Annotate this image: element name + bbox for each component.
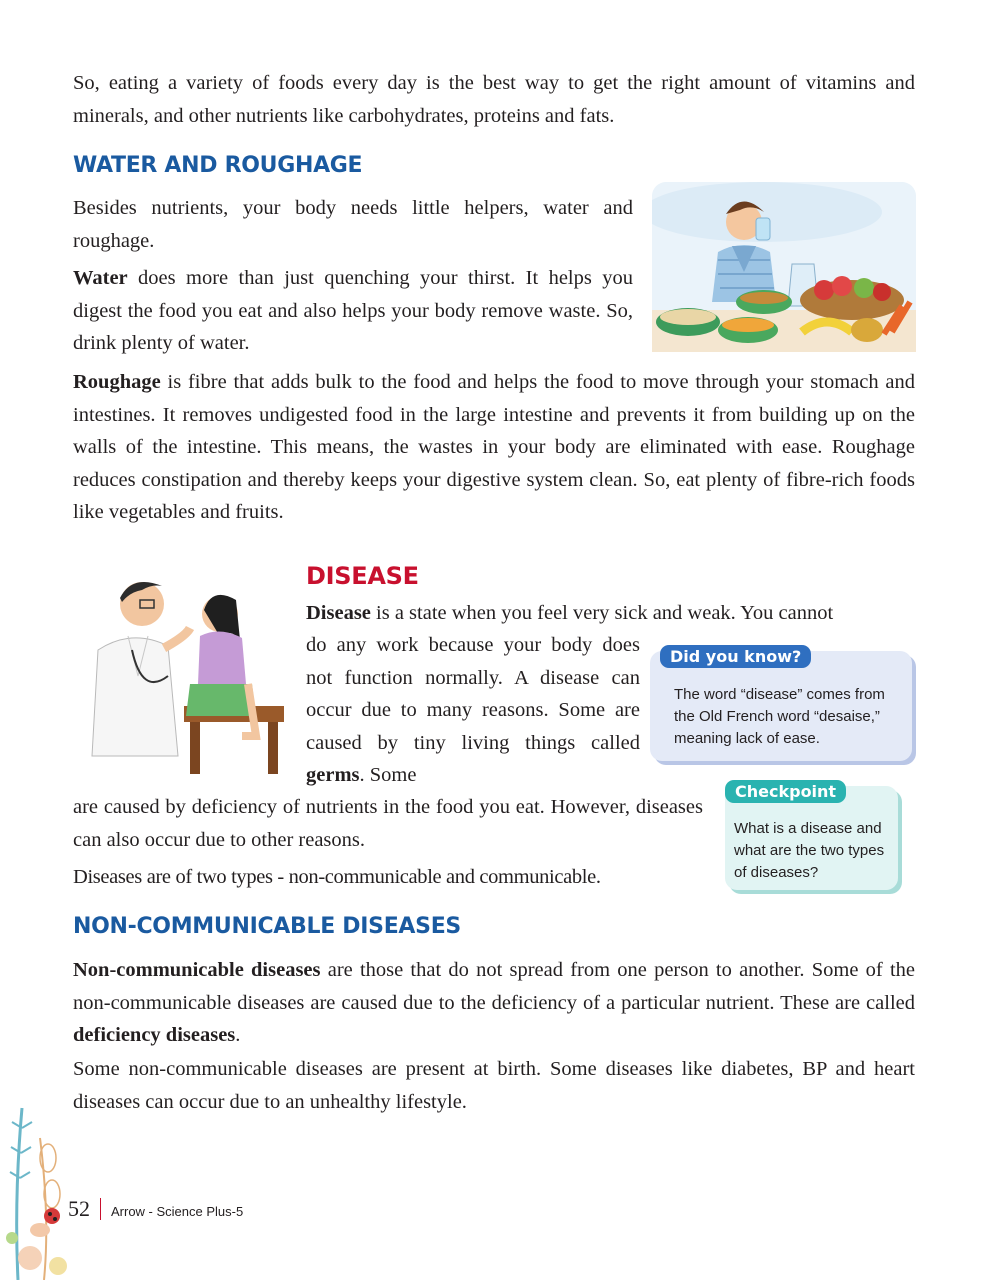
non-communicable-paragraph bbox=[73, 954, 915, 1052]
checkpoint-label: Checkpoint bbox=[725, 780, 846, 803]
non-communicable-term: Non-communicable diseases bbox=[73, 959, 321, 981]
checkpoint-text: What is a disease and what are the two types of diseases? bbox=[734, 820, 885, 881]
intro-paragraph: So, eating a variety of foods every day is the best way to get the right amount of vitamins and minerals, and other nutrients like carbohydrates, proteins and fats. bbox=[73, 72, 915, 127]
checkpoint-box bbox=[725, 782, 898, 890]
page-footer bbox=[68, 1196, 243, 1222]
did-you-know-box bbox=[650, 647, 912, 761]
water-description: does more than just quenching your thirst. It helps you digest the food you eat and also helps your body remove waste. So, drink plenty of water. bbox=[73, 267, 633, 354]
book-title: Arrow - Science Plus-5 bbox=[111, 1204, 244, 1219]
disease-heading: DISEASE bbox=[306, 562, 419, 590]
disease-first-line bbox=[306, 597, 915, 630]
doctor-examining-girl-illustration bbox=[72, 566, 292, 778]
footer-separator bbox=[100, 1198, 101, 1220]
floral-corner-decoration bbox=[0, 1098, 74, 1280]
disease-definition: is a state when you feel very sick and weak. You cannot bbox=[370, 602, 834, 624]
did-you-know-label: Did you know? bbox=[660, 645, 811, 668]
non-communicable-heading: NON-COMMUNICABLE DISEASES bbox=[73, 914, 461, 939]
water-intro-paragraph: Besides nutrients, your body needs little helpers, water and roughage. bbox=[73, 197, 633, 252]
page-number: 52 bbox=[68, 1196, 90, 1221]
lifestyle-diseases-paragraph: Some non-communicable diseases are present at birth. Some diseases like diabetes, BP and heart diseases can occur due to an unhealthy lifestyle. bbox=[73, 1058, 915, 1113]
disease-term: Disease bbox=[306, 602, 371, 624]
disease-deficiency-lines: are caused by deficiency of nutrients in the food you eat. However, diseases can also occur due to other reasons. bbox=[73, 796, 703, 851]
deficiency-diseases-term: deficiency diseases bbox=[73, 1024, 236, 1046]
disease-causes-text: do any work because your body does not function normally. A disease can occur due to many reasons. Some are caused by tiny living things called bbox=[306, 634, 640, 754]
disease-types-paragraph: Diseases are of two types - non-communicable and communicable. bbox=[73, 866, 601, 888]
disease-wrapped-lines bbox=[306, 629, 640, 792]
water-paragraph bbox=[73, 262, 633, 360]
germs-term: germs bbox=[306, 764, 360, 786]
roughage-term: Roughage bbox=[73, 371, 161, 393]
water-term: Water bbox=[73, 267, 128, 289]
water-roughage-heading: WATER AND ROUGHAGE bbox=[73, 153, 363, 178]
roughage-paragraph bbox=[73, 366, 915, 529]
roughage-description: is fibre that adds bulk to the food and helps the food to move through your stomach and intestines. It removes undigested food in the large intestine and prevents it from building up on the walls of the intestine. This means, the wastes in your body are eliminated with ease. Roughage reduces constipation and thereby keeps your digestive system clean. So, eat plenty of fibre-rich foods like vegetables and fruits. bbox=[73, 371, 915, 523]
boy-drinking-water-illustration bbox=[652, 182, 916, 352]
disease-some-text: . Some bbox=[359, 764, 417, 786]
non-communicable-description: are those that do not spread from one person to another. Some of the non-communicable diseases are caused due to the deficiency of a particular nutrient. These are called bbox=[73, 959, 915, 1014]
did-you-know-text: The word “disease” comes from the Old French word “desaise,” meaning lack of ease. bbox=[674, 686, 885, 747]
non-communicable-period: . bbox=[235, 1024, 241, 1046]
